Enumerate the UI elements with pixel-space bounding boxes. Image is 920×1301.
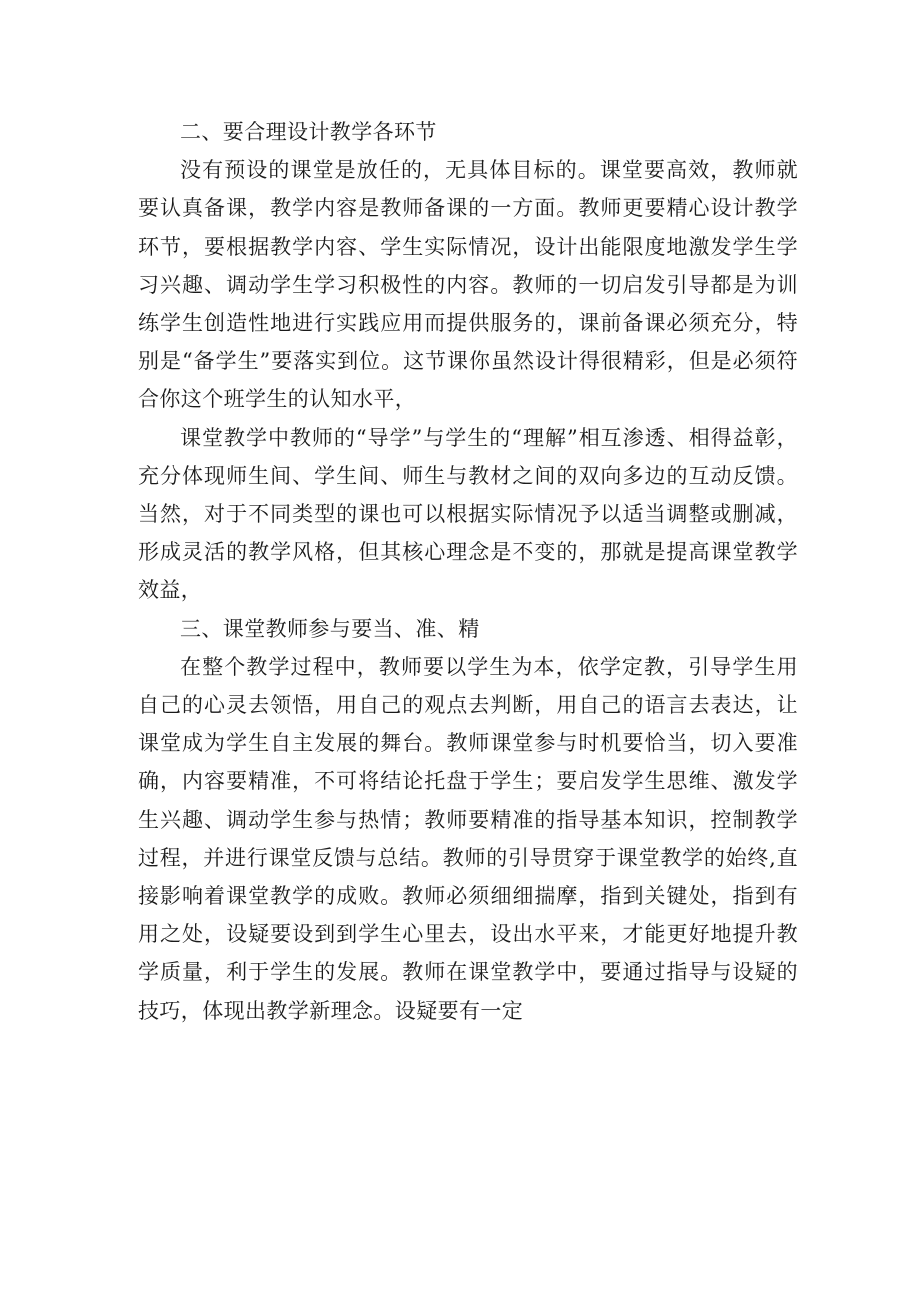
paragraph-2: 课堂教学中教师的“导学”与学生的“理解”相互渗透、相得益彰，充分体现师生间、学生间、师生与教材之间的双向多边的互动反馈。当然，对于不同类型的课也可以根据实际情况予以适当调整或删减，形成灵活的教学风格，但其核心理念是不变的，那就是提高课堂教学效益， — [138, 425, 798, 603]
paragraph-1: 没有预设的课堂是放任的，无具体目标的。课堂要高效，教师就要认真备课，教学内容是教师备课的一方面。教师更要精心设计教学环节，要根据教学内容、学生实际情况，设计出能限度地激发学生学习兴趣、调动学生学习积极性的内容。教师的一切启发引导都是为训练学生创造性地进行实践应用而提供服务的，课前备课必须充分，特别是“备学生”要落实到位。这节课你虽然设计得很精彩，但是必须符合你这个班学生的认知水平， — [138, 158, 798, 412]
document-body — [138, 113, 798, 1030]
paragraph-3: 在整个教学过程中，教师要以学生为本，依学定教，引导学生用自己的心灵去领悟，用自己的观点去判断，用自己的语言去表达，让课堂成为学生自主发展的舞台。教师课堂参与时机要恰当，切入要准确，内容要精准，不可将结论托盘于学生；要启发学生思维、激发学生兴趣、调动学生参与热情；教师要精准的指导基本知识，控制教学过程，并进行课堂反馈与总结。教师的引导贯穿于课堂教学的始终,直接影响着课堂教学的成败。教师必须细细揣摩，指到关键处，指到有用之处，设疑要设到到学生心里去，设出水平来，才能更好地提升教学质量，利于学生的发展。教师在课堂教学中，要通过指导与设疑的技巧，体现出教学新理念。设疑要有一定 — [138, 654, 798, 1023]
section-heading-3: 三、课堂教师参与要当、准、精 — [180, 616, 480, 641]
section-heading-2: 二、要合理设计教学各环节 — [180, 120, 437, 144]
